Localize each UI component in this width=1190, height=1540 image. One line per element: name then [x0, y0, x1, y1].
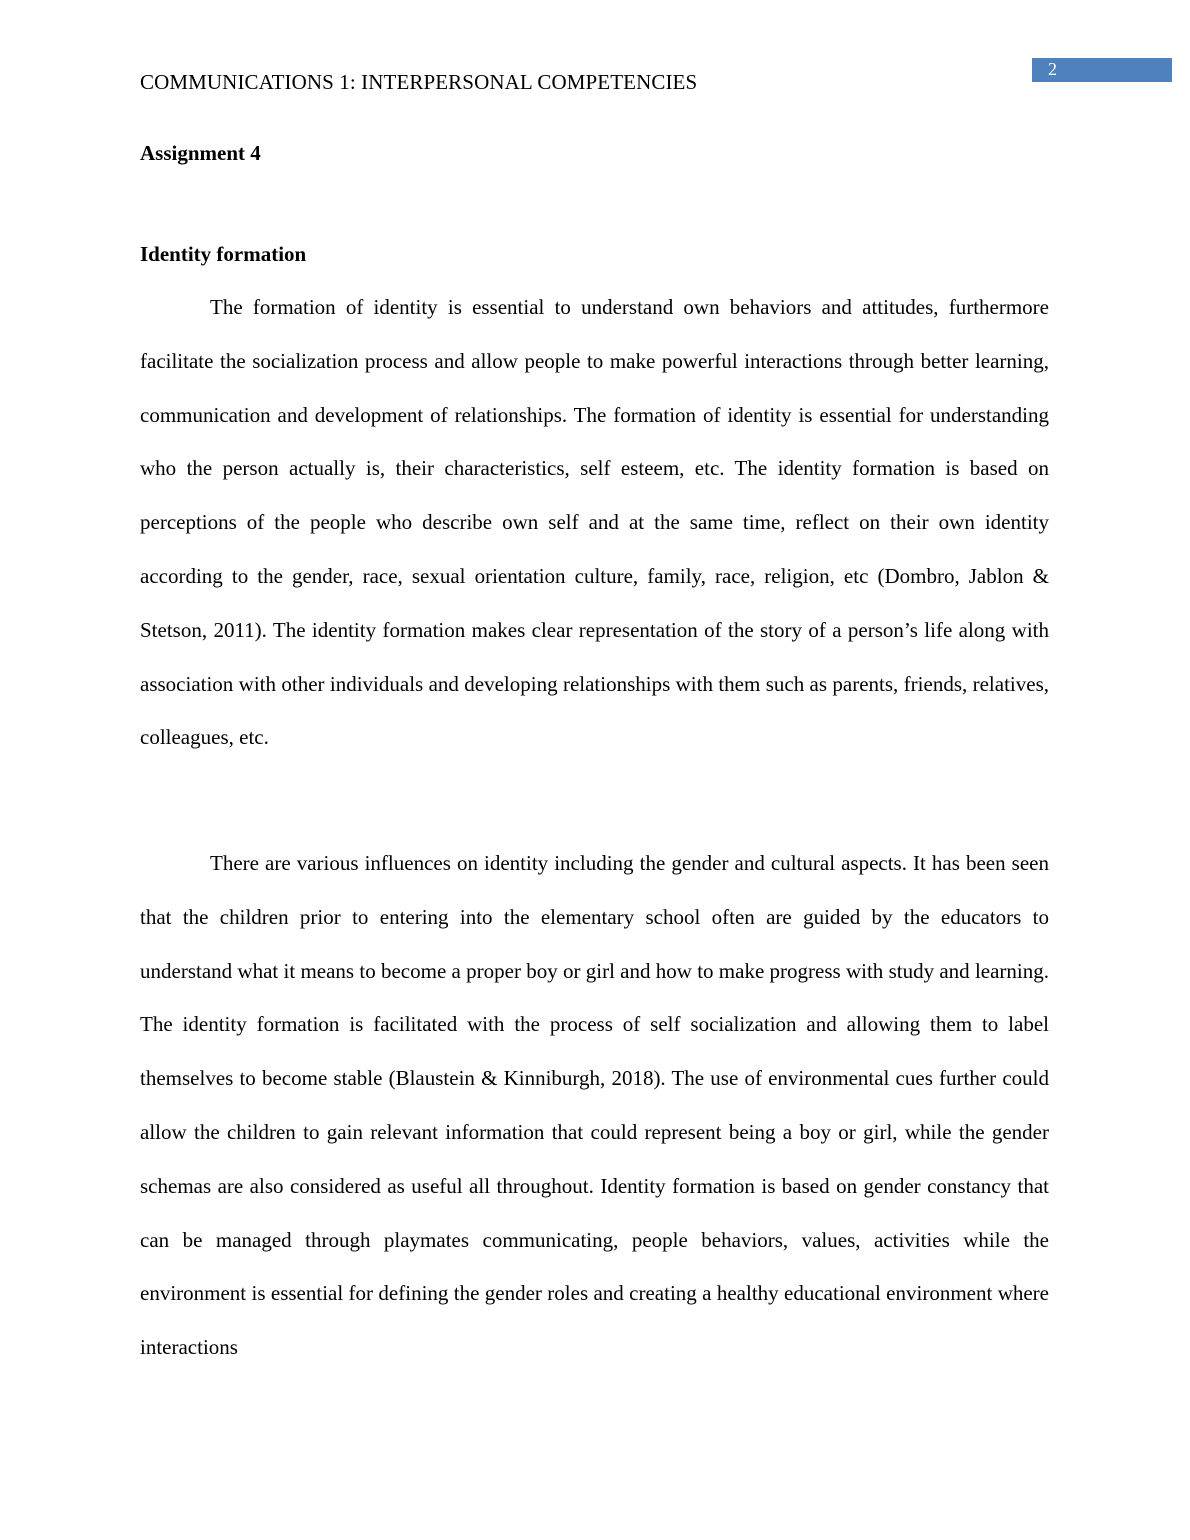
section-heading: Identity formation — [140, 242, 307, 266]
assignment-title: Assignment 4 — [140, 141, 261, 165]
body-paragraph: The formation of identity is essential to understand own behaviors and attitudes, furthermore facilitate the socialization process and allow people to make powerful interactions through better learning, communication and development of relationships. The formation of identity is essential for understanding who the person actually is, their characteristics, self esteem, etc. The identity formation is based on perceptions of the people who describe own self and at the same time, reflect on their own identity according to the gender, race, sexual orientation culture, family, race, religion, etc (Dombro, Jablon & Stetson, 2011). The identity formation makes clear representation of the story of a person’s life along with association with other individuals and developing relationships with them such as parents, friends, relatives, colleagues, etc. — [140, 295, 1049, 750]
running-head: COMMUNICATIONS 1: INTERPERSONAL COMPETENCIES — [140, 70, 698, 94]
page-number-badge — [1032, 58, 1172, 82]
page-number: 2 — [1048, 59, 1057, 79]
body-paragraph: There are various influences on identity including the gender and cultural aspects. It has been seen that the children prior to entering into the elementary school often are guided by the educators to understand what it means to become a proper boy or girl and how to make progress with study and learning. The identity formation is facilitated with the process of self socialization and allowing them to label themselves to become stable (Blaustein & Kinniburgh, 2018). The use of environmental cues further could allow the children to gain relevant information that could represent being a boy or girl, while the gender schemas are also considered as useful all throughout. Identity formation is based on gender constancy that can be managed through playmates communicating, people behaviors, values, activities while the environment is essential for defining the gender roles and creating a healthy educational environment where interactions — [140, 851, 1049, 1360]
